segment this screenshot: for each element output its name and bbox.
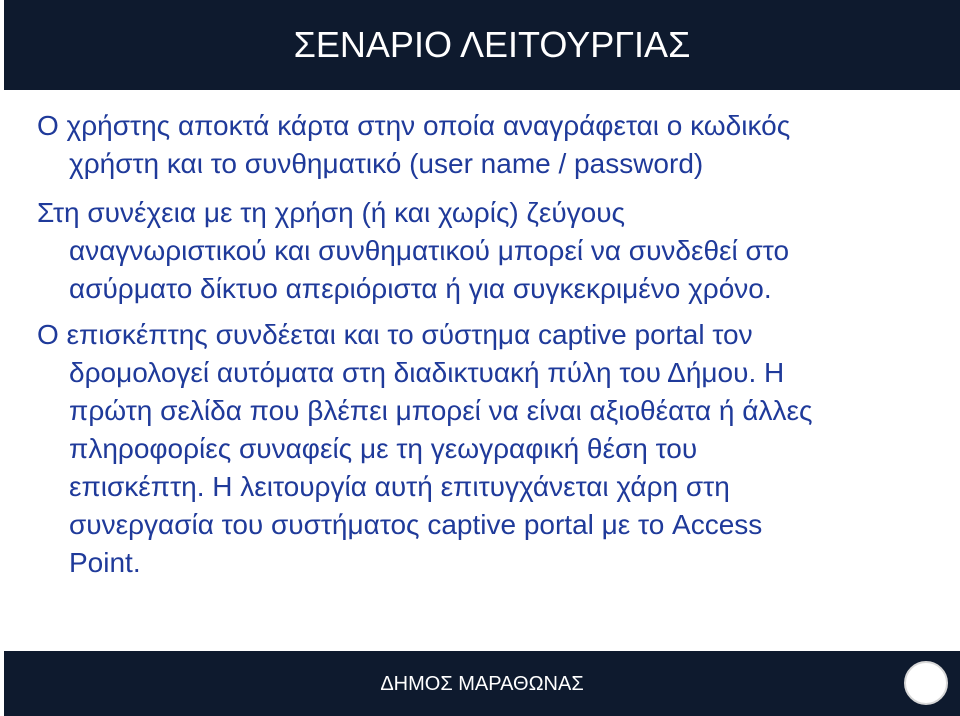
paragraph-line: επισκέπτη. Η λειτουργία αυτή επιτυγχάνεται χάρη στη	[69, 471, 730, 502]
footer-bar	[4, 651, 960, 716]
paragraph-line: πρώτη σελίδα που βλέπει μπορεί να είναι αξιοθέατα ή άλλες	[69, 395, 813, 426]
paragraph-3	[37, 316, 937, 582]
slide-title: ΣΕΝΑΡΙΟ ΛΕΙΤΟΥΡΓΙΑΣ	[293, 24, 691, 65]
municipality-logo-icon	[904, 661, 948, 705]
paragraph-line: δρομολογεί αυτόματα στη διαδικτυακή πύλη του Δήμου. Η	[69, 357, 785, 388]
paragraph-line: Point.	[69, 547, 141, 578]
paragraph-line: Ο χρήστης αποκτά κάρτα στην οποία αναγράφεται ο κωδικός	[37, 110, 791, 141]
paragraph-line: ασύρματο δίκτυο απεριόριστα ή για συγκεκριμένο χρόνο.	[69, 273, 772, 304]
paragraph-1	[37, 107, 937, 183]
paragraph-2	[37, 194, 937, 308]
paragraph-line: πληροφορίες συναφείς με τη γεωγραφική θέση του	[69, 433, 698, 464]
paragraph-line: χρήστη και το συνθηματικό (user name / password)	[69, 148, 704, 179]
paragraph-line: αναγνωριστικού και συνθηματικού μπορεί να συνδεθεί στο	[69, 235, 790, 266]
paragraph-line: συνεργασία του συστήματος captive portal με το Access	[69, 509, 763, 540]
paragraph-line: Στη συνέχεια με τη χρήση (ή και χωρίς) ζεύγους	[37, 197, 626, 228]
footer-label: ΔΗΜΟΣ ΜΑΡΑΘΩΝΑΣ	[380, 673, 584, 695]
paragraph-line: Ο επισκέπτης συνδέεται και το σύστημα captive portal τον	[37, 319, 753, 350]
